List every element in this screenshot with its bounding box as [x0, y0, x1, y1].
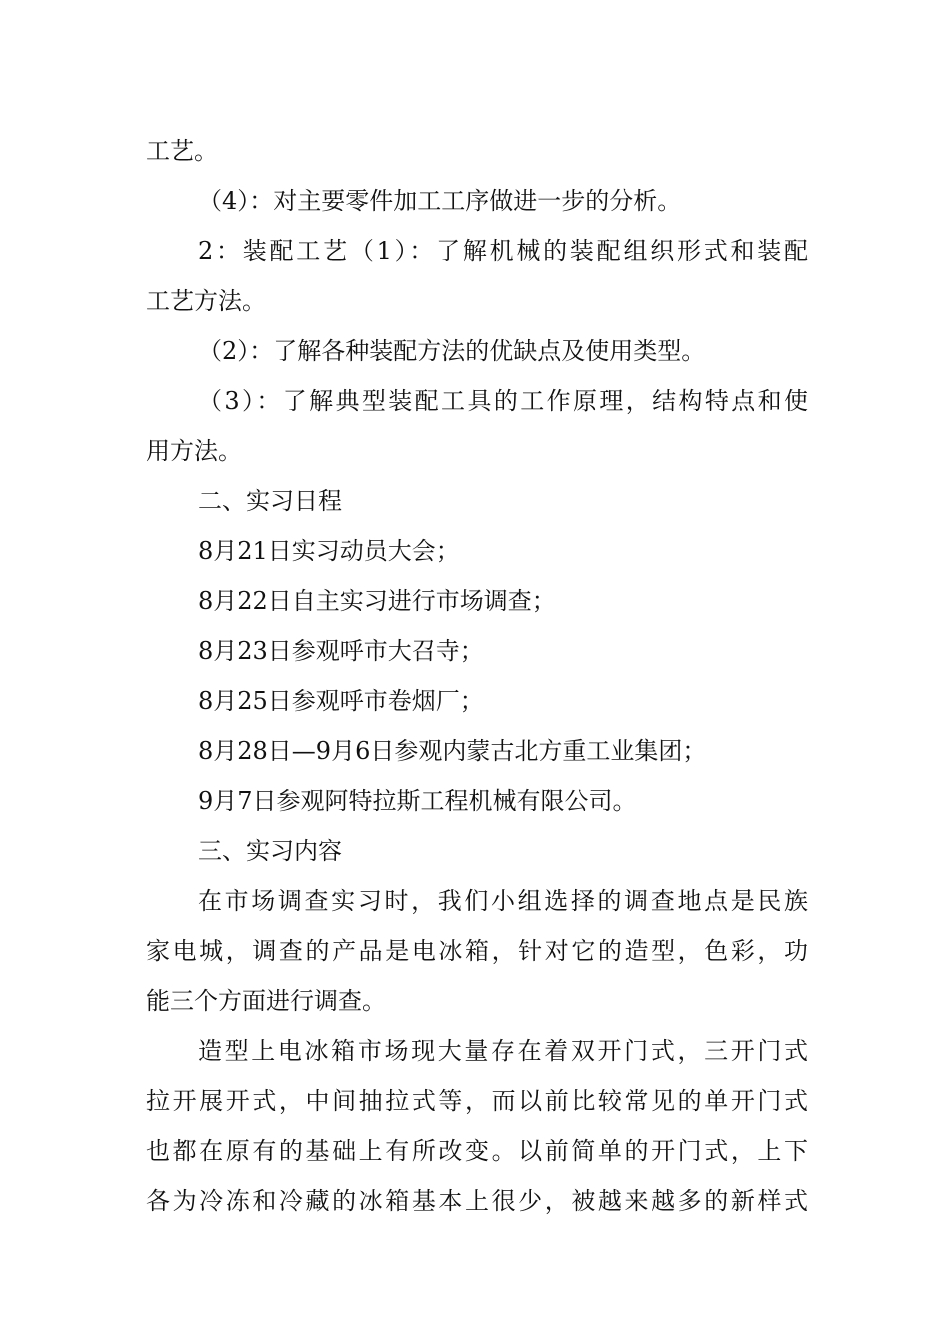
section-heading-schedule: 二、实习日程 — [198, 487, 342, 515]
text-line-20: 拉开展开式，中间抽拉式等，而以前比较常见的单开门式 — [146, 1087, 808, 1115]
text-line-3: 2：装配工艺（1）：了解机械的装配组织形式和装配 — [198, 237, 808, 265]
text-line-21: 也都在原有的基础上有所改变。以前简单的开门式，上下 — [146, 1137, 808, 1165]
text-line-1: 工艺。 — [146, 137, 218, 165]
text-line-4: 工艺方法。 — [146, 287, 266, 315]
text-line-5: （2）：了解各种装配方法的优缺点及使用类型。 — [198, 337, 706, 365]
schedule-item-6: 9月7日参观阿特拉斯工程机械有限公司。 — [198, 787, 637, 815]
schedule-item-2: 8月22日自主实习进行市场调查； — [198, 587, 556, 615]
text-line-17: 家电城，调查的产品是电冰箱，针对它的造型，色彩，功 — [146, 937, 808, 965]
text-line-6: （3）：了解典型装配工具的工作原理，结构特点和使 — [198, 387, 808, 415]
schedule-item-4: 8月25日参观呼市卷烟厂； — [198, 687, 484, 715]
section-heading-content: 三、实习内容 — [198, 837, 342, 865]
text-line-19: 造型上电冰箱市场现大量存在着双开门式，三开门式 — [198, 1037, 808, 1065]
text-line-16: 在市场调查实习时，我们小组选择的调查地点是民族 — [198, 887, 808, 915]
text-line-7: 用方法。 — [146, 437, 242, 465]
schedule-item-3: 8月23日参观呼市大召寺； — [198, 637, 484, 665]
schedule-item-5: 8月28日—9月6日参观内蒙古北方重工业集团； — [198, 737, 707, 765]
schedule-item-1: 8月21日实习动员大会； — [198, 537, 460, 565]
text-line-2: （4）：对主要零件加工工序做进一步的分析。 — [198, 187, 682, 215]
text-line-22: 各为冷冻和冷藏的冰箱基本上很少，被越来越多的新样式 — [146, 1187, 808, 1215]
text-line-18: 能三个方面进行调查。 — [146, 987, 386, 1015]
